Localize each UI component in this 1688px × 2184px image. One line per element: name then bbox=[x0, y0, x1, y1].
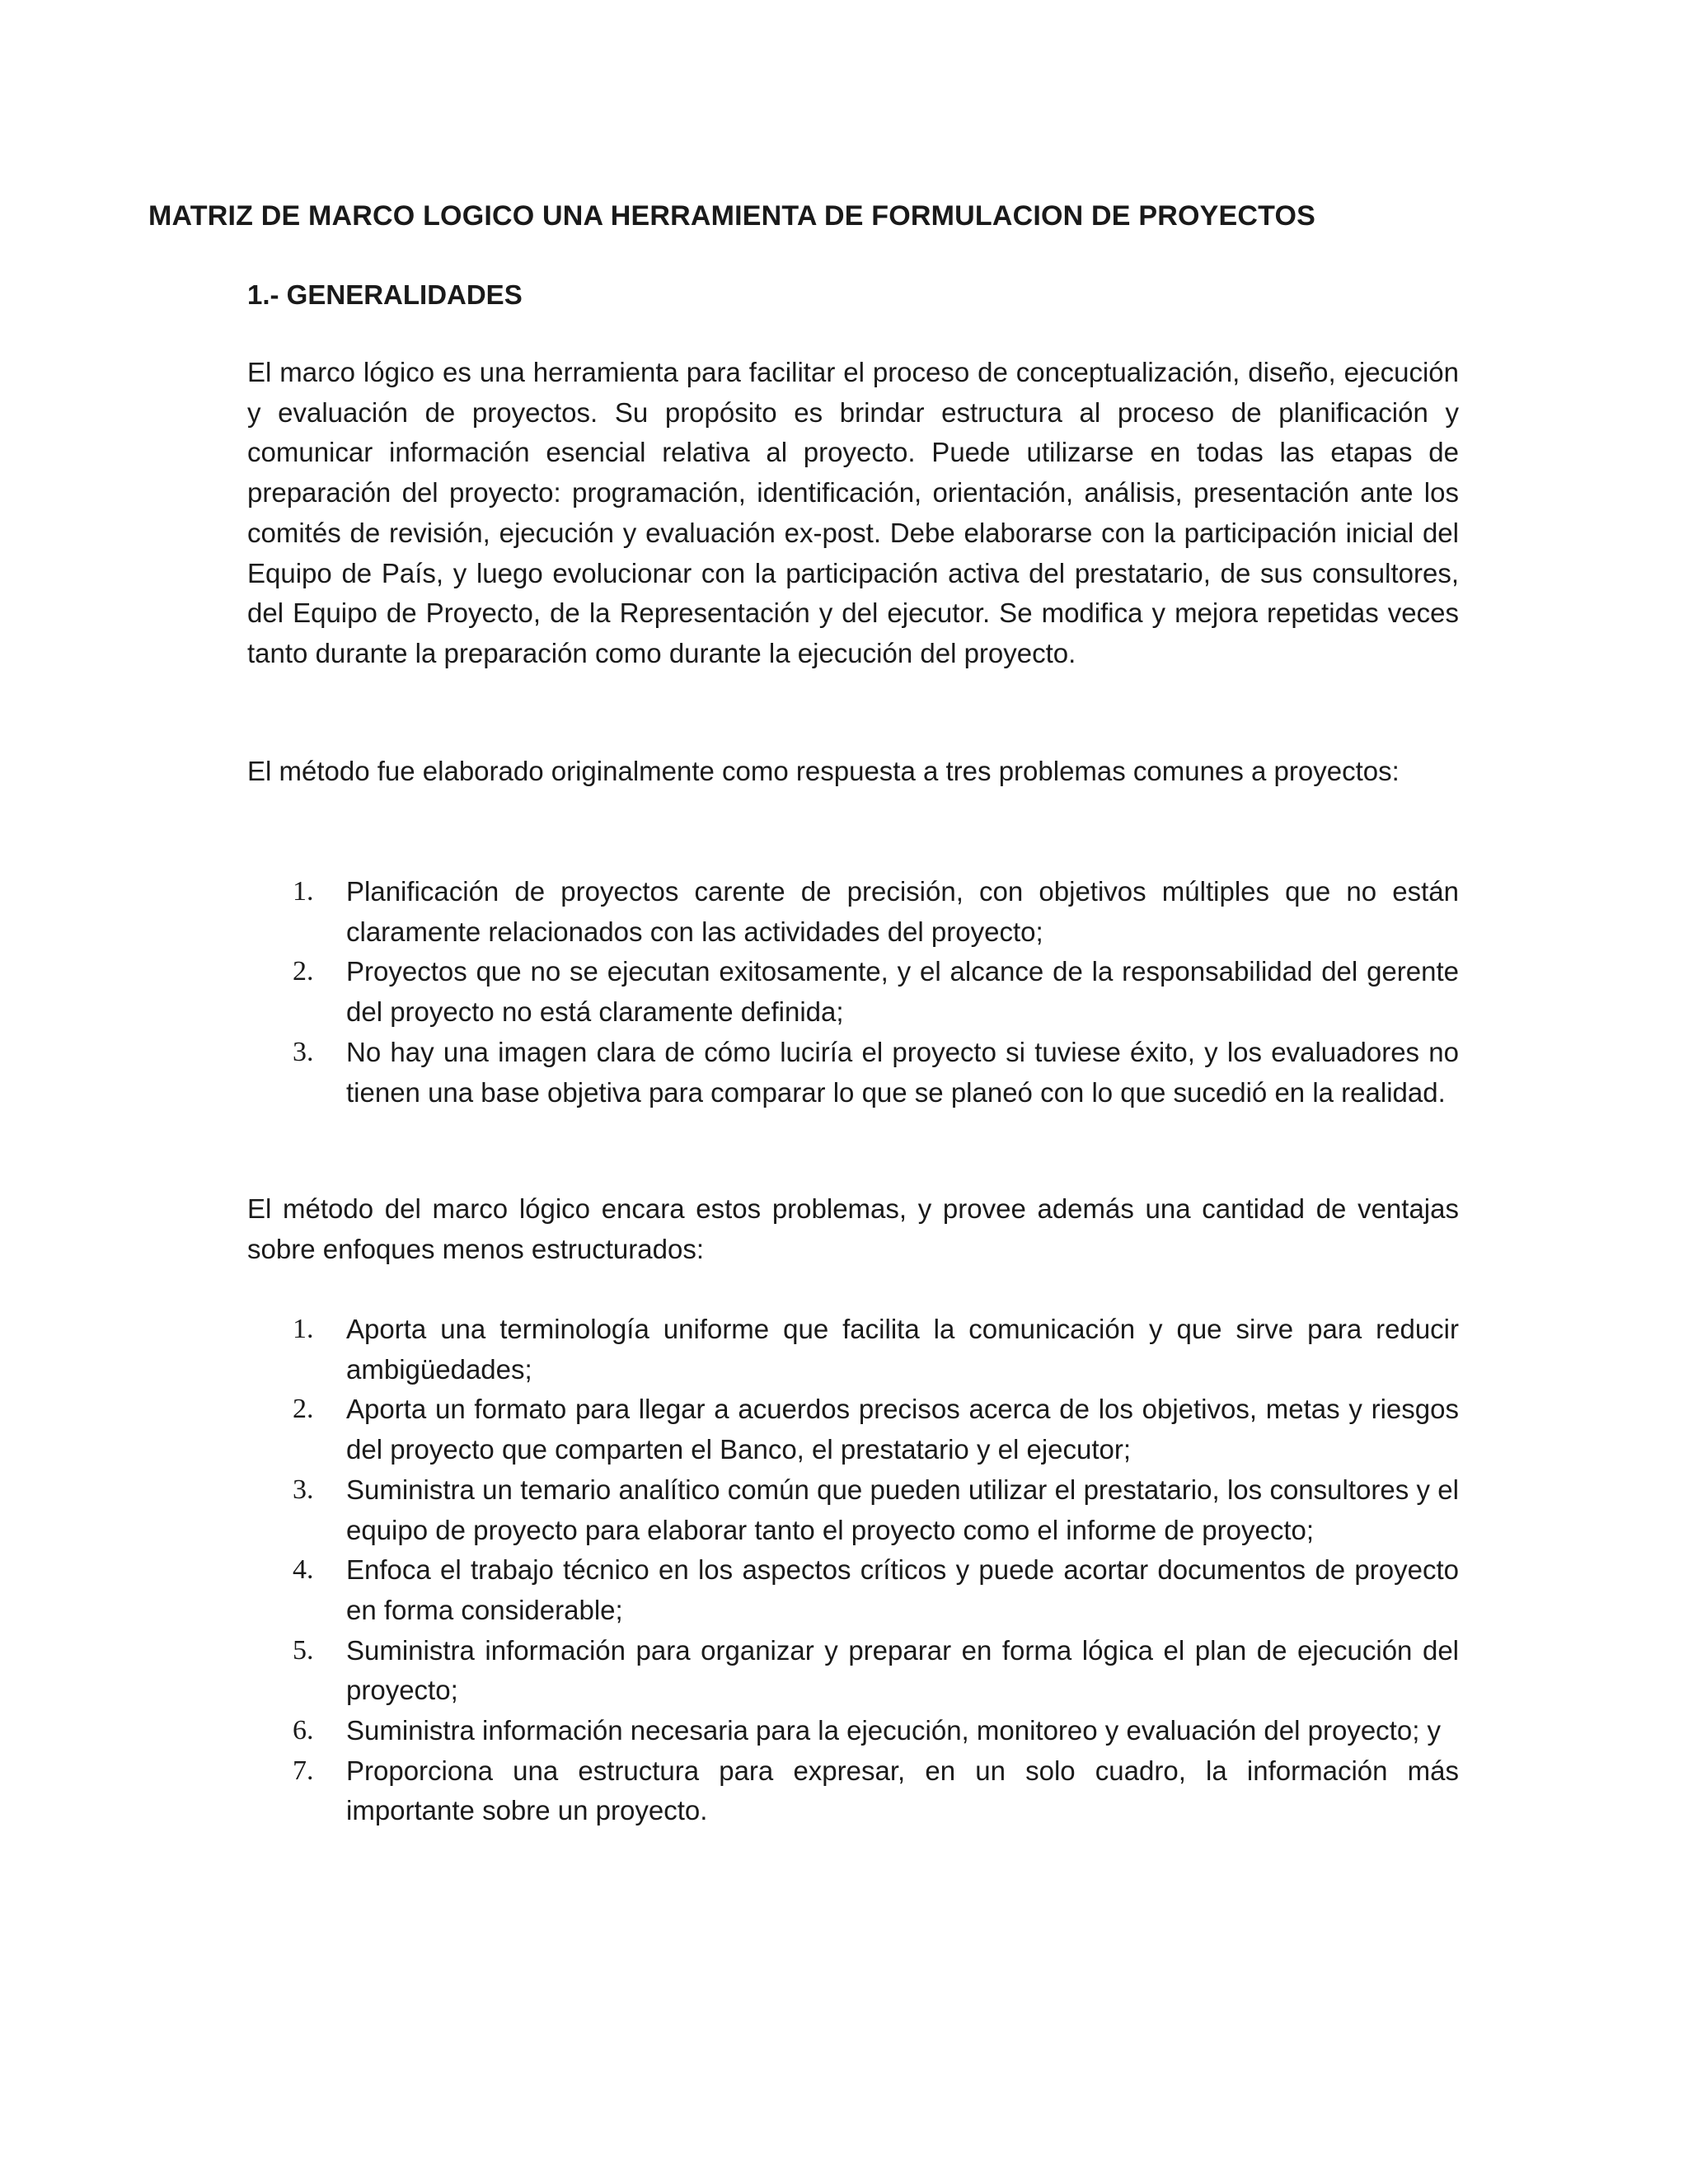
list-item-text: Planificación de proyectos carente de precisión, con objetivos múltiples que no están claramente relacionados con las actividades del proyecto; bbox=[346, 876, 1459, 947]
list-number: 2. bbox=[293, 956, 314, 987]
problems-list bbox=[247, 872, 1459, 1113]
list-item-text: Suministra un temario analítico común que pueden utilizar el prestatario, los consultores y el equipo de proyecto para elaborar tanto el proyecto como el informe de proyecto; bbox=[346, 1474, 1459, 1545]
list-item bbox=[247, 1711, 1459, 1751]
list-number: 1. bbox=[293, 1314, 314, 1344]
list-item bbox=[247, 952, 1459, 1032]
paragraph-intro: El marco lógico es una herramienta para facilitar el proceso de conceptualización, diseño, ejecución y evaluación de proyectos. Su propósito es brindar estructura al proceso de planificación y comunicar información esencial relativa al proyecto. Puede utilizarse en todas las etapas de preparación del proyecto: programación, identificación, orientación, análisis, presentación ante los comités de revisión, ejecución y evaluación ex-post. Debe elaborarse con la participación inicial del Equipo de País, y luego evolucionar con la participación activa del prestatario, de sus consultores, del Equipo de Proyecto, de la Representación y del ejecutor. Se modifica y mejora repetidas veces tanto durante la preparación como durante la ejecución del proyecto. bbox=[247, 357, 1459, 668]
list-item-text: Suministra información necesaria para la ejecución, monitoreo y evaluación del proyecto; y bbox=[346, 1715, 1442, 1746]
list-item-text: Enfoca el trabajo técnico en los aspectos críticos y puede acortar documentos de proyecto en forma considerable; bbox=[346, 1554, 1459, 1625]
list-item-text: Aporta una terminología uniforme que facilita la comunicación y que sirve para reducir ambigüedades; bbox=[346, 1314, 1459, 1385]
list-item bbox=[247, 1310, 1459, 1390]
section-heading: 1.- GENERALIDADES bbox=[247, 279, 523, 310]
list-item bbox=[247, 872, 1459, 952]
list-item bbox=[247, 1631, 1459, 1711]
list-item-text: Proyectos que no se ejecutan exitosamente, y el alcance de la responsabilidad del gerente del proyecto no está claramente definida; bbox=[346, 956, 1459, 1028]
list-item-text: Suministra información para organizar y preparar en forma lógica el plan de ejecución del proyecto; bbox=[346, 1634, 1459, 1706]
list-number: 5. bbox=[293, 1634, 314, 1666]
list-item bbox=[247, 1550, 1459, 1630]
list-number: 4. bbox=[293, 1554, 314, 1586]
list-item bbox=[247, 1033, 1459, 1113]
list-number: 1. bbox=[293, 876, 314, 907]
list-item bbox=[247, 1390, 1459, 1469]
list-item-text: Proporciona una estructura para expresar, en un solo cuadro, la información más importante sobre un proyecto. bbox=[346, 1755, 1459, 1826]
list-item-text: No hay una imagen clara de cómo luciría el proyecto si tuviese éxito, y los evaluadores no tienen una base objetiva para comparar lo que se planeó con lo que sucedió en la realidad. bbox=[346, 1036, 1459, 1108]
list-item bbox=[247, 1751, 1459, 1831]
list-item bbox=[247, 1470, 1459, 1550]
paragraph-advantages-intro: El método del marco lógico encara estos problemas, y provee además una cantidad de ventajas sobre enfoques menos estructurados: bbox=[247, 1193, 1459, 1264]
list-number: 6. bbox=[293, 1715, 314, 1746]
document-title: MATRIZ DE MARCO LOGICO UNA HERRAMIENTA DE FORMULACION DE PROYECTOS bbox=[148, 200, 1315, 232]
advantages-list bbox=[247, 1310, 1459, 1831]
list-number: 2. bbox=[293, 1394, 314, 1425]
list-number: 3. bbox=[293, 1474, 314, 1505]
paragraph-problems-intro: El método fue elaborado originalmente como respuesta a tres problemas comunes a proyectos: bbox=[247, 756, 1400, 786]
list-item-text: Aporta un formato para llegar a acuerdos precisos acerca de los objetivos, metas y riesgos del proyecto que comparten el Banco, el prestatario y el ejecutor; bbox=[346, 1394, 1459, 1465]
list-number: 7. bbox=[293, 1755, 314, 1786]
list-number: 3. bbox=[293, 1036, 314, 1067]
